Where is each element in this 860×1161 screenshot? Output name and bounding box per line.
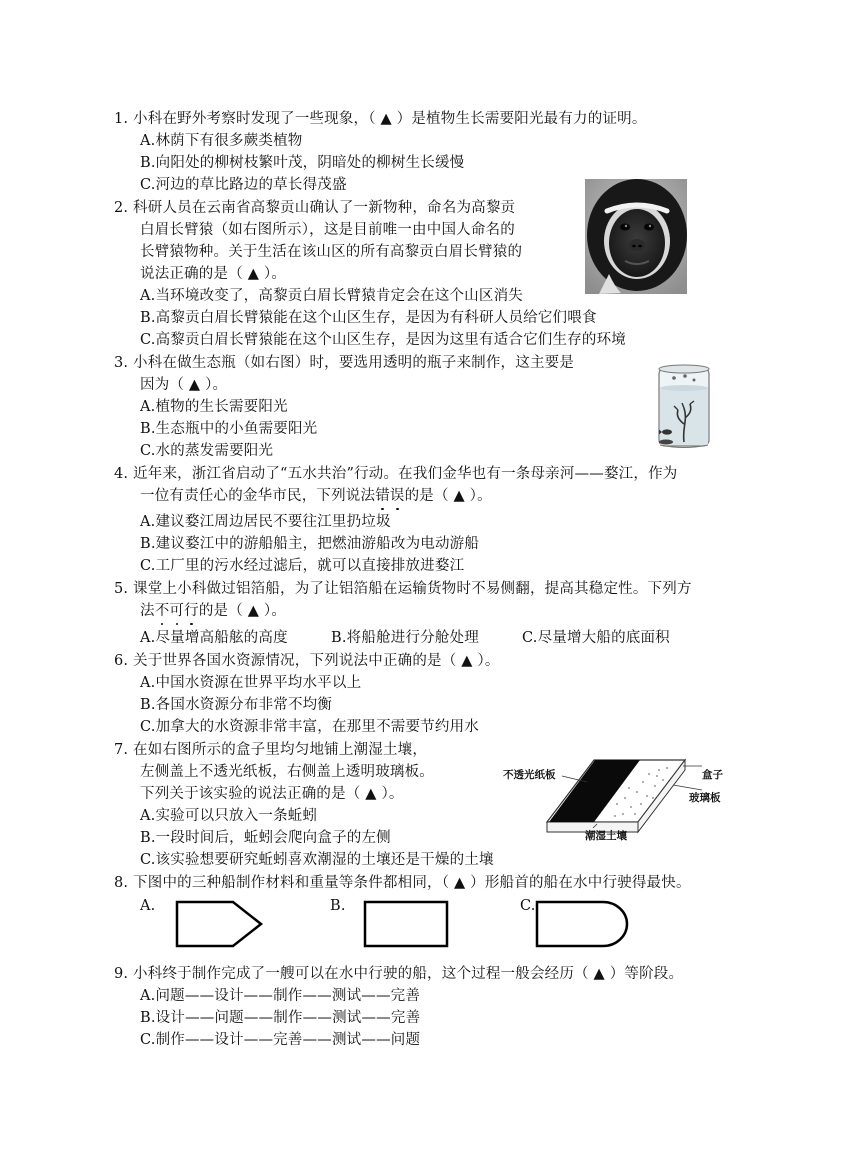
pointed-bow-shape (175, 900, 265, 950)
q4-stem-line1: 4. 近年来，浙江省启动了“五水共治”行动。在我们金华也有一条母亲河——婺江，作为 (114, 466, 678, 482)
earthworm-box-diagram (497, 752, 737, 847)
q4-option-b: B.建议婺江中的游船船主，把燃油游船改为电动游船 (140, 536, 480, 552)
q5-stem-line2 (140, 600, 286, 622)
q1-option-b: B.向阳处的柳树枝繁叶茂，阴暗处的柳树生长缓慢 (140, 155, 465, 171)
q4-stem-line2 (140, 485, 492, 507)
emphasis-char: 可 (169, 603, 185, 619)
q3-stem-line2: 因为（ ▲ ）。 (140, 377, 228, 393)
q9-stem: 9. 小科终于制作完成了一艘可以在水中行驶的船，这个过程一般会经历（ ▲ ）等阶段。 (114, 966, 684, 982)
label-glass: 玻璃板 (689, 792, 721, 804)
q5-emphasis-text (155, 603, 199, 619)
q8-option-c: C. (520, 898, 536, 914)
q1-option-c: C.河边的草比路边的草长得茂盛 (140, 177, 347, 193)
q8-option-b: B. (330, 898, 346, 914)
q6-option-b: B.各国水资源分布非常不均衡 (140, 697, 333, 713)
q5-stem-suffix: 的是（ ▲ ）。 (198, 603, 287, 619)
q4-emphasis (375, 488, 404, 504)
emphasis-char: 不 (154, 603, 170, 619)
q5-emphasis (155, 603, 199, 619)
q5-stem-line1: 5. 课堂上小科做过铝箔船，为了让铝箔船在运输货物时不易侧翻，提高其稳定性。下列方 (114, 581, 692, 597)
label-soil: 潮湿土壤 (585, 830, 627, 842)
q7-option-c: C.该实验想要研究蚯蚓喜欢潮湿的土壤还是干燥的土壤 (140, 852, 494, 868)
q3-option-a: A.植物的生长需要阳光 (140, 399, 288, 415)
label-box: 盒子 (702, 769, 723, 781)
q5-stem-prefix: 法 (140, 603, 155, 619)
q4-stem-prefix: 一位有责任心的金华市民，下列说法 (140, 488, 376, 504)
square-bow-shape (363, 900, 449, 950)
q6-stem: 6. 关于世界各国水资源情况，下列说法中正确的是（ ▲ ）。 (114, 653, 500, 669)
q4-option-c: C.工厂里的污水经过滤后，就可以直接排放进婺江 (140, 558, 465, 574)
q5-option-b: B.将船舱进行分舱处理 (331, 630, 479, 646)
q2-option-a: A.当环境改变了，高黎贡白眉长臂猿肯定会在这个山区消失 (140, 288, 523, 304)
q8-option-a: A. (140, 898, 156, 914)
q5-option-a: A.尽量增高船舷的高度 (140, 630, 288, 646)
q9-option-b: B.设计——问题——制作——测试——完善 (140, 1010, 421, 1026)
round-bow-shape (535, 900, 630, 950)
q2-stem-line1: 2. 科研人员在云南省高黎贡山确认了一新物种，命名为高黎贡 (114, 200, 516, 216)
emphasis-char: 错 (375, 488, 390, 504)
q7-stem-line1: 7. 在如右图所示的盒子里均匀地铺上潮湿土壤， (114, 742, 428, 758)
q2-stem-line3: 长臂猿物种。关于生活在该山区的所有高黎贡白眉长臂猿的 (140, 244, 523, 260)
q9-option-a: A.问题——设计——制作——测试——完善 (140, 988, 421, 1004)
q7-stem-line3: 下列关于该实验的说法正确的是（ ▲ ）。 (140, 786, 404, 802)
q4-emphasis-text (375, 488, 404, 504)
q3-option-b: B.生态瓶中的小鱼需要阳光 (140, 421, 318, 437)
q2-option-b: B.高黎贡白眉长臂猿能在这个山区生存，是因为有科研人员给它们喂食 (140, 310, 597, 326)
q3-stem-line1: 3. 小科在做生态瓶（如右图）时，要选用透明的瓶子来制作，这主要是 (114, 355, 575, 371)
q2-option-c: C.高黎贡白眉长臂猿能在这个山区生存，是因为这里有适合它们生存的环境 (140, 332, 626, 348)
q8-stem: 8. 下图中的三种船制作材料和重量等条件都相同，（ ▲ ）形船首的船在水中行驶得最快。 (114, 875, 691, 891)
label-opaque-board: 不透光纸板 (503, 769, 556, 781)
q6-option-a: A.中国水资源在世界平均水平以上 (140, 675, 362, 691)
q4-stem-suffix: 的是（ ▲ ）。 (404, 488, 492, 504)
eco-bottle-illustration (654, 362, 714, 452)
q2-stem-line2: 白眉长臂猿（如右图所示），这是目前唯一由中国人命名的 (140, 222, 515, 238)
q4-option-a: A.建议婺江周边居民不要往江里扔垃圾 (140, 514, 391, 530)
q2-stem-line4: 说法正确的是（ ▲ ）。 (140, 266, 287, 282)
q7-option-a: A.实验可以只放入一条蚯蚓 (140, 808, 318, 824)
q7-option-b: B.一段时间后，蚯蚓会爬向盒子的左侧 (140, 830, 391, 846)
q1-option-a: A.林荫下有很多蕨类植物 (140, 133, 303, 149)
q3-option-c: C.水的蒸发需要阳光 (140, 443, 274, 459)
emphasis-char: 误 (389, 488, 405, 504)
q9-option-c: C.制作——设计——完善——测试——问题 (140, 1032, 421, 1048)
q7-stem-line2: 左侧盖上不透光纸板，右侧盖上透明玻璃板。 (140, 764, 434, 780)
gibbon-photo (585, 179, 687, 294)
q1-stem: 1. 小科在野外考察时发现了一些现象，（ ▲ ）是植物生长需要阳光最有力的证明。 (114, 111, 647, 127)
q6-option-c: C.加拿大的水资源非常丰富，在那里不需要节约用水 (140, 719, 479, 735)
q5-option-c: C.尽量增大船的底面积 (522, 630, 670, 646)
emphasis-char: 行 (184, 603, 199, 619)
